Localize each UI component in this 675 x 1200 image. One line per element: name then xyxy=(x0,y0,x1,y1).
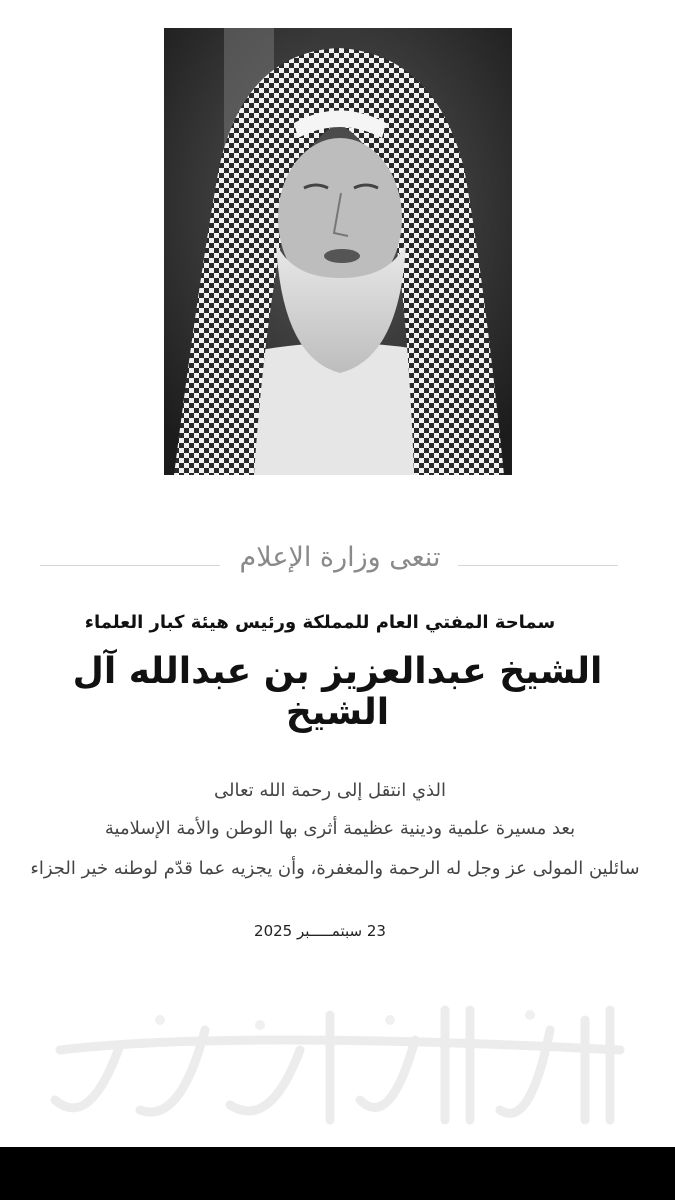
quran-calligraphy-watermark xyxy=(30,990,640,1140)
divider-left xyxy=(40,565,220,566)
body-line-2: بعد مسيرة علمية ودينية عظيمة أثرى بها الوطن والأمة الإسلامية xyxy=(104,818,576,839)
divider-right xyxy=(458,565,618,566)
body-line-1: الذي انتقل إلى رحمة الله تعالى xyxy=(214,780,446,801)
body-line-3: سائلين المولى عز وجل له الرحمة والمغفرة، وأن يجزيه عما قدّم لوطنه خير الجزاء xyxy=(30,858,640,879)
portrait-photo xyxy=(164,28,512,475)
bottom-bar xyxy=(0,1147,675,1200)
deceased-name: الشيخ عبدالعزيز بن عبدالله آل الشيخ xyxy=(72,651,603,733)
announcement-date: 23 سبتمـــــبر 2025 xyxy=(254,922,386,940)
ministry-heading: تنعى وزارة الإعلام xyxy=(239,542,441,573)
deceased-title: سماحة المفتي العام للمملكة ورئيس هيئة كبار العلماء xyxy=(84,612,556,633)
